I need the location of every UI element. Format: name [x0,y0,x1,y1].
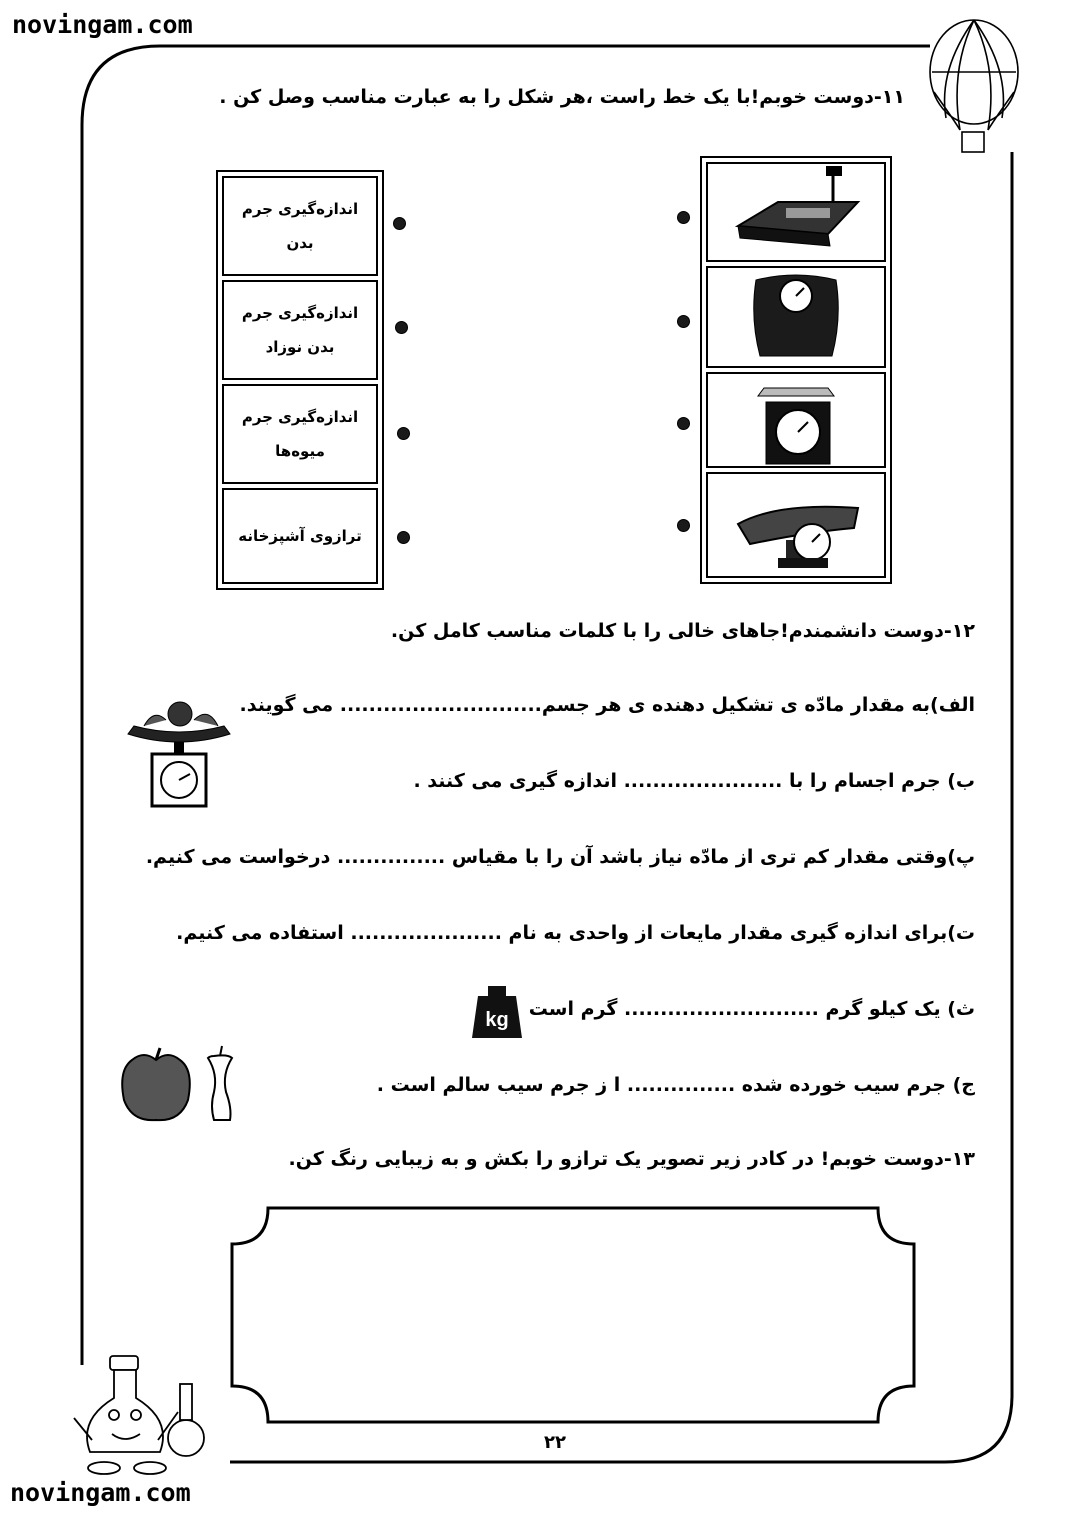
kg-label: kg [485,1009,509,1031]
connector-dot-label[interactable] [397,427,410,440]
whole-apple-icon [122,1048,190,1120]
watermark-top: novingam.com [12,10,193,39]
label-line: اندازه‌گیری جرم [241,304,359,322]
label-line: بدن نوزاد [265,338,335,356]
fill-blank-item: ج) جرم سیب خورده شده ............... ا ز جرم سیب سالم است . [376,1074,975,1096]
fill-blank-item: الف)به مقدار مادّه ی تشکیل دهنده ی هر جسم............................ می گویند. [239,694,975,716]
label-line: ترازوی آشپزخانه [238,527,362,545]
apples-icon [118,1044,258,1128]
picture-cell [706,472,886,578]
digital-scale-icon [708,164,884,260]
fill-blank-item: ت)برای اندازه گیری مقدار مایعات از واحدی به نام ..................... استفاده می کنیم. [176,922,975,944]
connector-dot-picture[interactable] [677,519,690,532]
fill-blank-item: ث) یک کیلو گرم ........................... گرم است [528,998,975,1020]
label-body-mass [222,176,378,276]
flask-cartoon-icon [74,1356,204,1474]
label-kitchen-scale [222,488,378,584]
connector-dot-picture[interactable] [677,417,690,430]
fill-blank-item: پ)وقتی مقدار کم تری از مادّه نیاز باشد آن را با مقیاس ............... درخواست می کنیم. [145,846,975,868]
bathroom-scale-icon [708,268,884,366]
question-13-title: ۱۳-دوست خوبم! در کادر زیر تصویر یک ترازو را بکش و به زیبایی رنگ کن. [288,1148,975,1170]
watermark-bottom: novingam.com [10,1478,191,1507]
kg-weight-icon [470,984,524,1040]
eaten-apple-icon [208,1046,232,1120]
label-line: بدن [286,234,314,252]
fill-blank-item: ب) جرم اجسام را با ...................... اندازه گیری می کنند . [413,770,975,792]
label-line: اندازه‌گیری جرم [241,200,359,218]
kitchen-scale-icon [708,374,884,466]
connector-dot-picture[interactable] [677,211,690,224]
hot-air-balloon-icon [930,20,1018,152]
label-newborn-mass [222,280,378,380]
connector-dot-label[interactable] [395,321,408,334]
connector-dot-label[interactable] [397,531,410,544]
label-fruit-mass [222,384,378,484]
question-11-title: ۱۱-دوست خوبم!با یک خط راست ،هر شکل را به عبارت مناسب وصل کن . [219,86,905,108]
picture-cell [706,266,886,368]
drawing-frame[interactable] [228,1204,918,1426]
label-line: میوه‌ها [275,442,325,460]
connector-dot-picture[interactable] [677,315,690,328]
page-number: ۲۲ [544,1432,566,1453]
label-line: اندازه‌گیری جرم [241,408,359,426]
question-12-title: ۱۲-دوست دانشمندم!جاهای خالی را با کلمات مناسب کامل کن. [390,620,975,642]
baby-scale-icon [708,474,884,576]
fruit-scale-icon [124,694,234,810]
connector-dot-label[interactable] [393,217,406,230]
picture-cell [706,162,886,262]
picture-cell [706,372,886,468]
